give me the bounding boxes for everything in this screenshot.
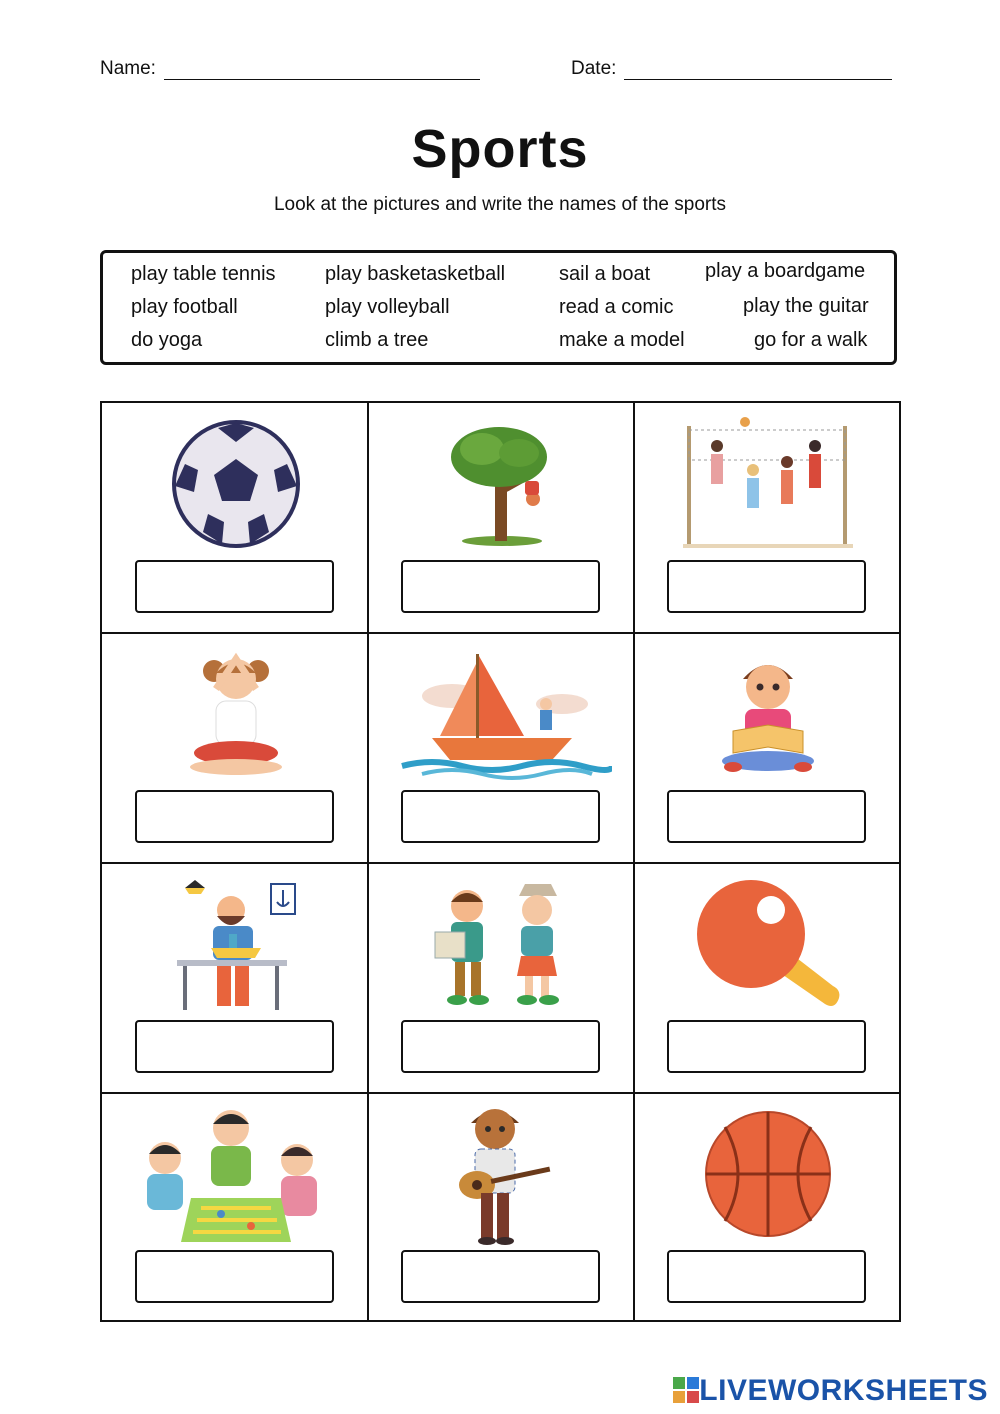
answer-box[interactable] — [135, 790, 334, 843]
table-tennis-paddle-icon — [634, 871, 901, 1016]
man-making-model-icon — [102, 871, 369, 1016]
answer-box[interactable] — [135, 1020, 334, 1073]
boy-reading-comic-icon — [634, 641, 901, 786]
soccer-ball-icon — [102, 411, 369, 556]
picture-cell — [634, 403, 901, 633]
word-bank-item: play table tennis — [131, 263, 276, 285]
sailboat-icon — [368, 641, 635, 786]
answer-box[interactable] — [135, 560, 334, 613]
name-line[interactable] — [164, 59, 480, 80]
live-badge-icon — [673, 1377, 699, 1405]
answer-box[interactable] — [667, 790, 866, 843]
answer-box[interactable] — [667, 1020, 866, 1073]
word-bank-item: play the guitar — [743, 295, 869, 317]
date-label: Date: — [571, 58, 617, 79]
name-field — [100, 58, 480, 80]
volleyball-players-icon — [634, 411, 901, 556]
picture-cell — [368, 863, 635, 1093]
picture-cell — [102, 633, 369, 863]
kids-boardgame-icon — [102, 1101, 369, 1246]
brand-name: LIVEWORKSHEETS — [699, 1374, 988, 1407]
answer-box[interactable] — [401, 1020, 600, 1073]
picture-cell — [102, 1093, 369, 1323]
picture-cell — [634, 1093, 901, 1323]
name-label: Name: — [100, 58, 156, 79]
picture-cell — [634, 863, 901, 1093]
date-field — [571, 58, 892, 80]
brand-logo — [673, 1374, 988, 1408]
picture-cell — [368, 633, 635, 863]
word-bank-item: go for a walk — [754, 329, 868, 351]
kids-walking-icon — [368, 871, 635, 1016]
word-bank-item: play volleyball — [325, 296, 450, 318]
picture-cell — [368, 403, 635, 633]
yoga-girl-icon — [102, 641, 369, 786]
picture-cell — [102, 863, 369, 1093]
date-line[interactable] — [624, 59, 892, 80]
word-bank-item: play football — [131, 296, 238, 318]
word-bank-item: play a boardgame — [705, 260, 866, 282]
basketball-icon — [634, 1101, 901, 1246]
word-bank — [100, 250, 897, 365]
answer-box[interactable] — [401, 1250, 600, 1303]
word-bank-item: play basketasketball — [325, 263, 506, 285]
tree-climbing-icon — [368, 411, 635, 556]
picture-cell — [102, 403, 369, 633]
word-bank-item: read a comic — [559, 296, 674, 318]
answer-box[interactable] — [135, 1250, 334, 1303]
word-bank-item: climb a tree — [325, 329, 429, 351]
boy-guitar-icon — [368, 1101, 635, 1246]
picture-grid — [100, 401, 901, 1322]
answer-box[interactable] — [401, 560, 600, 613]
page-title: Sports — [411, 119, 589, 179]
word-bank-item: do yoga — [131, 329, 203, 351]
picture-cell — [634, 633, 901, 863]
answer-box[interactable] — [667, 1250, 866, 1303]
instructions: Look at the pictures and write the names of the sports — [273, 194, 727, 215]
word-bank-item: sail a boat — [559, 263, 651, 285]
picture-cell — [368, 1093, 635, 1323]
answer-box[interactable] — [667, 560, 866, 613]
answer-box[interactable] — [401, 790, 600, 843]
word-bank-item: make a model — [559, 329, 685, 351]
